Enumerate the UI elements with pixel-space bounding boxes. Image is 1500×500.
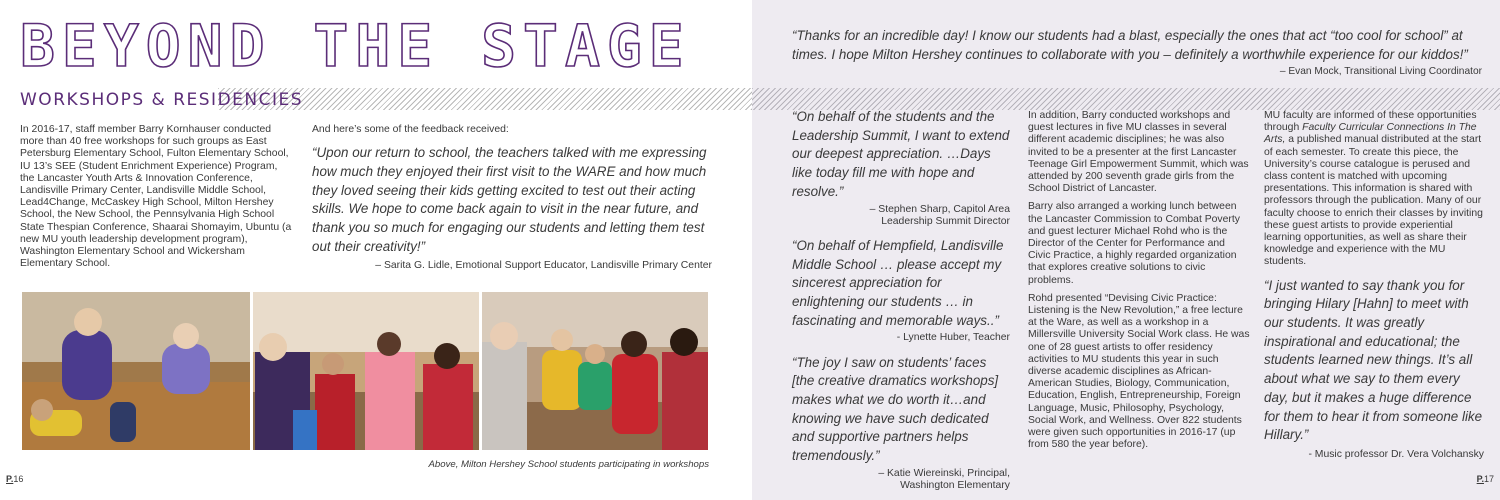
attribution-volchansky: - Music professor Dr. Vera Volchansky xyxy=(1308,448,1484,460)
photo-caption: Above, Milton Hershey School students participating in workshops xyxy=(428,459,709,470)
feedback-column xyxy=(312,124,712,273)
quote-volchansky: “I just wanted to say thank you for bringing Hilary [Hahn] to meet with our students. It was greatly inspirational and educational; the students learned new things. It’s all about what we say to them every day, but it makes a huge difference for them to hear it from someone like Hillary.” xyxy=(1264,277,1483,443)
page-title: BEYOND THE STAGE xyxy=(20,12,691,80)
feedback-lead: And here’s some of the feedback received: xyxy=(312,124,509,135)
hatch-divider-right xyxy=(752,88,1500,110)
page-number-value: 17 xyxy=(1483,474,1494,484)
faculty-text: MU faculty are informed of these opportunities through xyxy=(1264,110,1477,134)
quote-wiereinski: “The joy I saw on students’ faces [the creative dramatics workshops] makes what we do worth it…and knowing we have such dedicated and supportive partners helps tremendously.” xyxy=(792,354,999,464)
top-quote-attribution: – Evan Mock, Transitional Living Coordinator xyxy=(1279,66,1482,77)
attribution-line: Washington Elementary xyxy=(900,480,1010,492)
attribution-sharp xyxy=(792,204,1010,228)
page-number-right xyxy=(1477,474,1494,484)
page-number-value: 16 xyxy=(13,474,24,484)
page-prefix: P. xyxy=(6,474,14,484)
top-quote: “Thanks for an incredible day! I know our students had a blast, especially the ones that act “too cool for school” at times. I hope Milton Hershey continues to collaborate with you – definitely a worthwhile experience for our kiddos!” xyxy=(792,28,1468,62)
page-number-left xyxy=(6,474,23,484)
section-subtitle: WORKSHOPS & RESIDENCIES xyxy=(20,90,304,110)
quote-sharp: “On behalf of the students and the Leadership Summit, I want to extend our deepest appreciation. …Days like today fill me with hope and resolve.” xyxy=(792,109,1010,199)
quote-huber: “On behalf of Hempfield, Landisville Middle School … please accept my sincerest appreciation for enlightening our students … in fascinating and memorable ways..” xyxy=(792,237,1004,328)
body-paragraph: In addition, Barry conducted workshops and guest lectures in five MU classes in several different academic disciplines; he was also invited to be a presenter at the first Lancaster Teenage Girl Empowerment Summit, which was attended by 200 seventh grade girls from the School District of Lancaster. xyxy=(1028,110,1249,195)
intro-paragraph: In 2016-17, staff member Barry Kornhauser conducted more than 40 free workshops for such groups as East Petersburg Elementary School, Fulton Elementary School, IU 13’s SEE (Student Enrichment Experience) Program, the Lancaster Youth Arts & Innovation Conference, Landisville Primary Center, Landisville Middle School, Lead4Change, McCaskey High School, Milton Hershey School, the New School, the Pennsylvania High School State Thespian Conference, Shaarai Shomayim, Ubuntu (a new MU youth leadership development program), Washington Elementary School and Wickersham Elementary School. xyxy=(20,124,292,270)
workshop-photo-1 xyxy=(22,292,250,450)
page-prefix: P. xyxy=(1476,474,1484,484)
right-page xyxy=(752,0,1500,500)
faculty-column xyxy=(1264,110,1484,461)
feature-quote: “Upon our return to school, the teachers talked with me expressing how much they enjoyed their first visit to the WARE and how much they loved seeing their kids getting excited to test out their acting skills. We hope to come back again to visit in the near future, and thank you so much for engaging our students and letting them test out their creativity!” xyxy=(312,145,707,254)
attribution-huber xyxy=(792,332,1010,344)
faculty-paragraph xyxy=(1264,110,1484,269)
workshop-photo-3 xyxy=(482,292,708,450)
publication-title: Faculty Curricular Connections In The Arts, xyxy=(1264,122,1477,146)
body-paragraph: Barry also arranged a working lunch between the Lancaster Commission to Combat Poverty and guest lecturer Michael Rohd who is the Director of the Center for Performance and Civic Practice, a highly regarded organization that explores creative solutions to civic problems. xyxy=(1028,201,1240,286)
workshop-photo-2 xyxy=(253,292,479,450)
faculty-text: a published manual distributed at the start of each semester. To create this piece, the University’s course catalogue is perused and class content is matched with upcoming presentations. This information is shared with professors through the publication. Many of our faculty choose to enrich their classes by inviting these guest artists to provide experiential learning opportunities, as well as share their knowledge and experience with the MU students. xyxy=(1264,134,1483,268)
top-quote-block xyxy=(792,26,1482,78)
feature-quote-attribution: – Sarita G. Lidle, Emotional Support Educator, Landisville Primary Center xyxy=(375,260,712,272)
attribution-line: - Lynette Huber, Teacher xyxy=(896,332,1010,344)
quotes-column xyxy=(792,108,1010,500)
attribution-line: – Stephen Sharp, Capitol Area xyxy=(869,203,1010,215)
attribution-wiereinski xyxy=(792,468,1010,492)
attribution-line: – Katie Wiereinski, Principal, xyxy=(878,467,1010,479)
barry-column xyxy=(1028,110,1250,457)
attribution-line: Leadership Summit Director xyxy=(881,215,1010,227)
body-paragraph: Rohd presented “Devising Civic Practice: Listening is the New Revolution,” a free lecture at the Ware, as well as a workshop in a Millersville University Social Work class. He was one of 28 guest artists to offer residency activities to MU students this year in such diverse academic disciplines as African-American Studies, Biology, Communication, Education, English, Entrepreneurship, Foreign Language, Music, Philosophy, Psychology, Social Work, and Wellness. Over 822 students were given such opportunities in 2016-17 (up from 580 the year before). xyxy=(1028,292,1250,451)
